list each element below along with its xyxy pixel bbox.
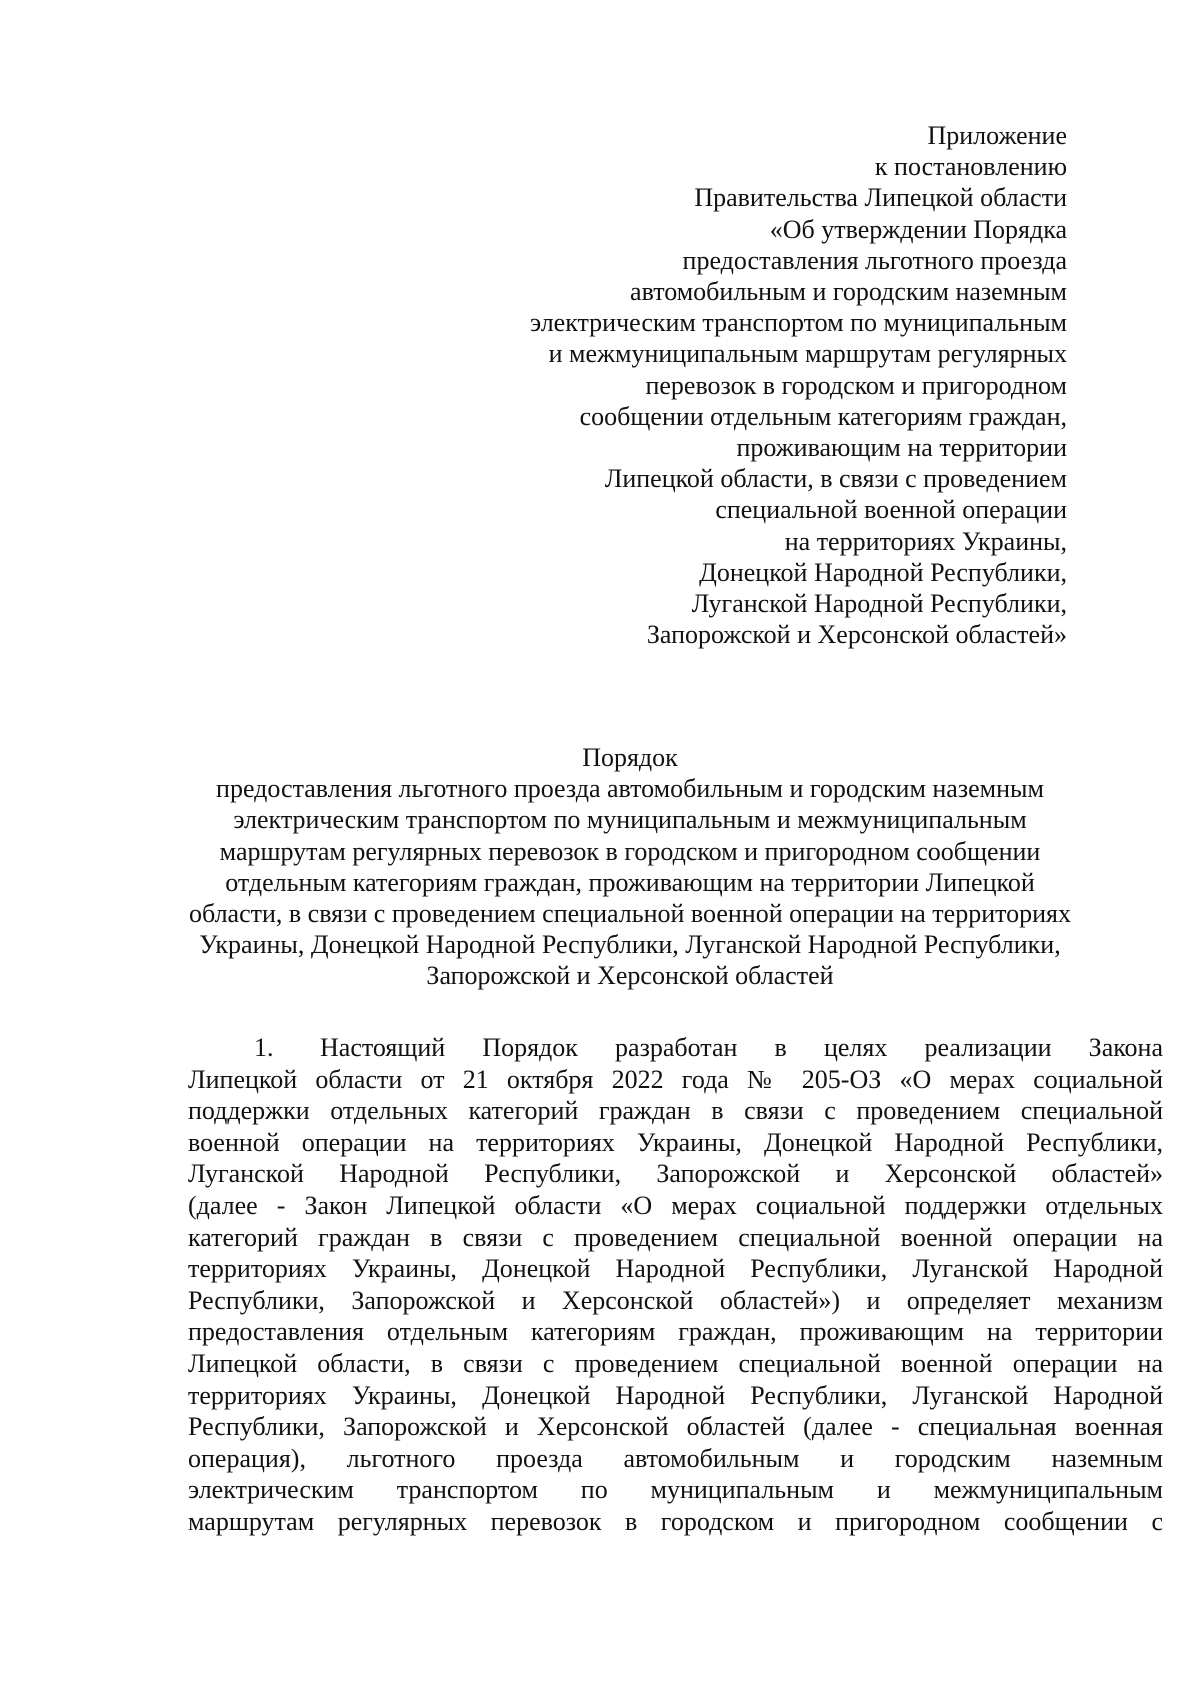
paragraph-line: поддержки отдельных категорий граждан в связи с проведением специальной <box>188 1096 1163 1126</box>
title-line: Запорожской и Херсонской областей <box>426 961 834 991</box>
appendix-line: Правительства Липецкой области <box>694 183 1067 213</box>
paragraph-line: территориях Украины, Донецкой Народной Республики, Луганской Народной <box>188 1380 1163 1410</box>
paragraph-line: Настоящий Порядок разработан в целях реализации Закона <box>320 1033 1163 1062</box>
title-line: маршрутам регулярных перевозок в городском и пригородном сообщении <box>219 836 1041 866</box>
paragraph-line: Республики, Запорожской и Херсонской областей (далее - специальная военная <box>188 1412 1163 1442</box>
appendix-header <box>427 120 1067 650</box>
paragraph-line: операция), льготного проезда автомобильным и городским наземным <box>188 1443 1163 1473</box>
title-line: отдельным категориям граждан, проживающим на территории Липецкой <box>225 867 1035 897</box>
document-title <box>180 742 1080 992</box>
paragraph-line: Липецкой области, в связи с проведением специальной военной операции на <box>188 1348 1163 1378</box>
paragraph-line: (далее - Закон Липецкой области «О мерах социальной поддержки отдельных <box>188 1190 1163 1220</box>
appendix-line: Луганской Народной Республики, <box>691 589 1067 619</box>
paragraph-line: Липецкой области от 21 октября 2022 года № 205-ОЗ «О мерах социальной <box>188 1064 1163 1094</box>
appendix-line: специальной военной операции <box>715 495 1067 525</box>
paragraph-line: предоставления отдельным категориям граждан, проживающим на территории <box>188 1317 1163 1347</box>
appendix-line: предоставления льготного проезда <box>682 245 1067 275</box>
appendix-line: на территориях Украины, <box>784 526 1067 556</box>
paragraph-first-line <box>188 1032 1163 1064</box>
paragraph-line: Республики, Запорожской и Херсонской областей») и определяет механизм <box>188 1285 1163 1315</box>
appendix-line: автомобильным и городским наземным <box>630 277 1067 307</box>
appendix-line: перевозок в городском и пригородном <box>645 370 1067 400</box>
appendix-line: и межмуниципальным маршрутам регулярных <box>548 339 1067 369</box>
appendix-line: электрическим транспортом по муниципальным <box>530 308 1067 338</box>
paragraph-line: военной операции на территориях Украины, Донецкой Народной Республики, <box>188 1127 1163 1157</box>
paragraph-line: маршрутам регулярных перевозок в городском и пригородном сообщении с <box>188 1506 1163 1536</box>
title-line: Украины, Донецкой Народной Республики, Луганской Народной Республики, <box>199 930 1061 960</box>
appendix-line: Донецкой Народной Республики, <box>699 557 1067 587</box>
appendix-line: «Об утверждении Порядка <box>769 214 1067 244</box>
title-line: области, в связи с проведением специальной военной операции на территориях <box>188 899 1072 929</box>
paragraph-line: Луганской Народной Республики, Запорожской и Херсонской областей» <box>188 1159 1163 1189</box>
appendix-line: Запорожской и Херсонской областей» <box>646 620 1067 650</box>
appendix-line: сообщении отдельным категориям граждан, <box>579 401 1067 431</box>
paragraph-line: категорий граждан в связи с проведением специальной военной операции на <box>188 1222 1163 1252</box>
paragraph-line: электрическим транспортом по муниципальным и межмуниципальным <box>188 1475 1163 1505</box>
appendix-line: проживающим на территории <box>736 433 1067 463</box>
paragraph-line: территориях Украины, Донецкой Народной Республики, Луганской Народной <box>188 1254 1163 1284</box>
title-line: электрическим транспортом по муниципальным и межмуниципальным <box>233 805 1027 835</box>
appendix-line: Липецкой области, в связи с проведением <box>604 464 1067 494</box>
paragraph-1 <box>188 1032 1163 1538</box>
title-line: предоставления льготного проезда автомобильным и городским наземным <box>216 774 1044 804</box>
appendix-line: к постановлению <box>874 152 1067 182</box>
title-heading: Порядок <box>582 743 678 772</box>
appendix-line: Приложение <box>927 121 1067 150</box>
paragraph-number: 1. <box>254 1033 274 1062</box>
